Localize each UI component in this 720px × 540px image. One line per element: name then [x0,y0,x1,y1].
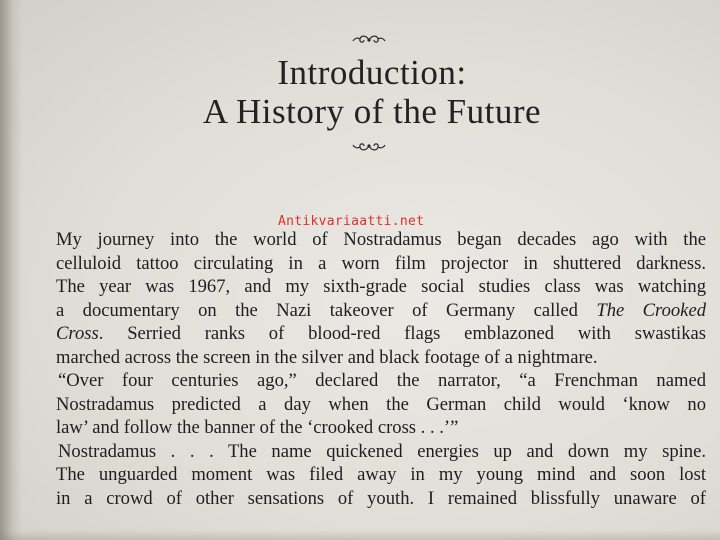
watermark-text: Antikvariaatti.net [278,214,425,229]
chapter-title-line-1: Introduction: [277,53,467,92]
body-line [56,299,706,323]
book-title-italic: The Crooked [596,299,706,321]
body-line: in a crowd of other sensations of youth. I remained blissfully unaware of [56,487,706,509]
body-line: marched across the screen in the silver and black footage of a nightmare. [56,346,598,368]
body-line: Nostradamus . . . The name quickened energies up and down my spine. [58,440,706,462]
body-line: law’ and follow the banner of the ‘crooked cross . . .’” [56,417,459,438]
body-line: Nostradamus predicted a day when the German child would ‘know no [56,393,706,415]
body-line: My journey into the world of Nostradamus began decades ago with the [56,229,706,250]
body-paragraphs [56,228,706,510]
body-line: The unguarded moment was filed away in my young mind and soon lost [56,464,706,485]
fleuron-ornament-icon [352,34,386,46]
body-line: celluloid tattoo circulating in a worn film projector in shuttered darkness. [56,252,706,274]
body-line-text: . Serried ranks of blood-red flags emblazoned with swastikas [98,323,706,344]
body-line: The year was 1967, and my sixth-grade social studies class was watching [56,276,706,297]
chapter-title-line-2: A History of the Future [202,92,542,131]
body-line [56,322,706,346]
body-line: “Over four centuries ago,” declared the narrator, “a Frenchman named [58,370,706,391]
page-bottom-shadow [0,530,720,540]
book-title-italic: Cross [56,323,99,344]
fleuron-ornament-icon [352,140,386,152]
body-line-text: a documentary on the Nazi takeover of Germany called [56,299,597,321]
